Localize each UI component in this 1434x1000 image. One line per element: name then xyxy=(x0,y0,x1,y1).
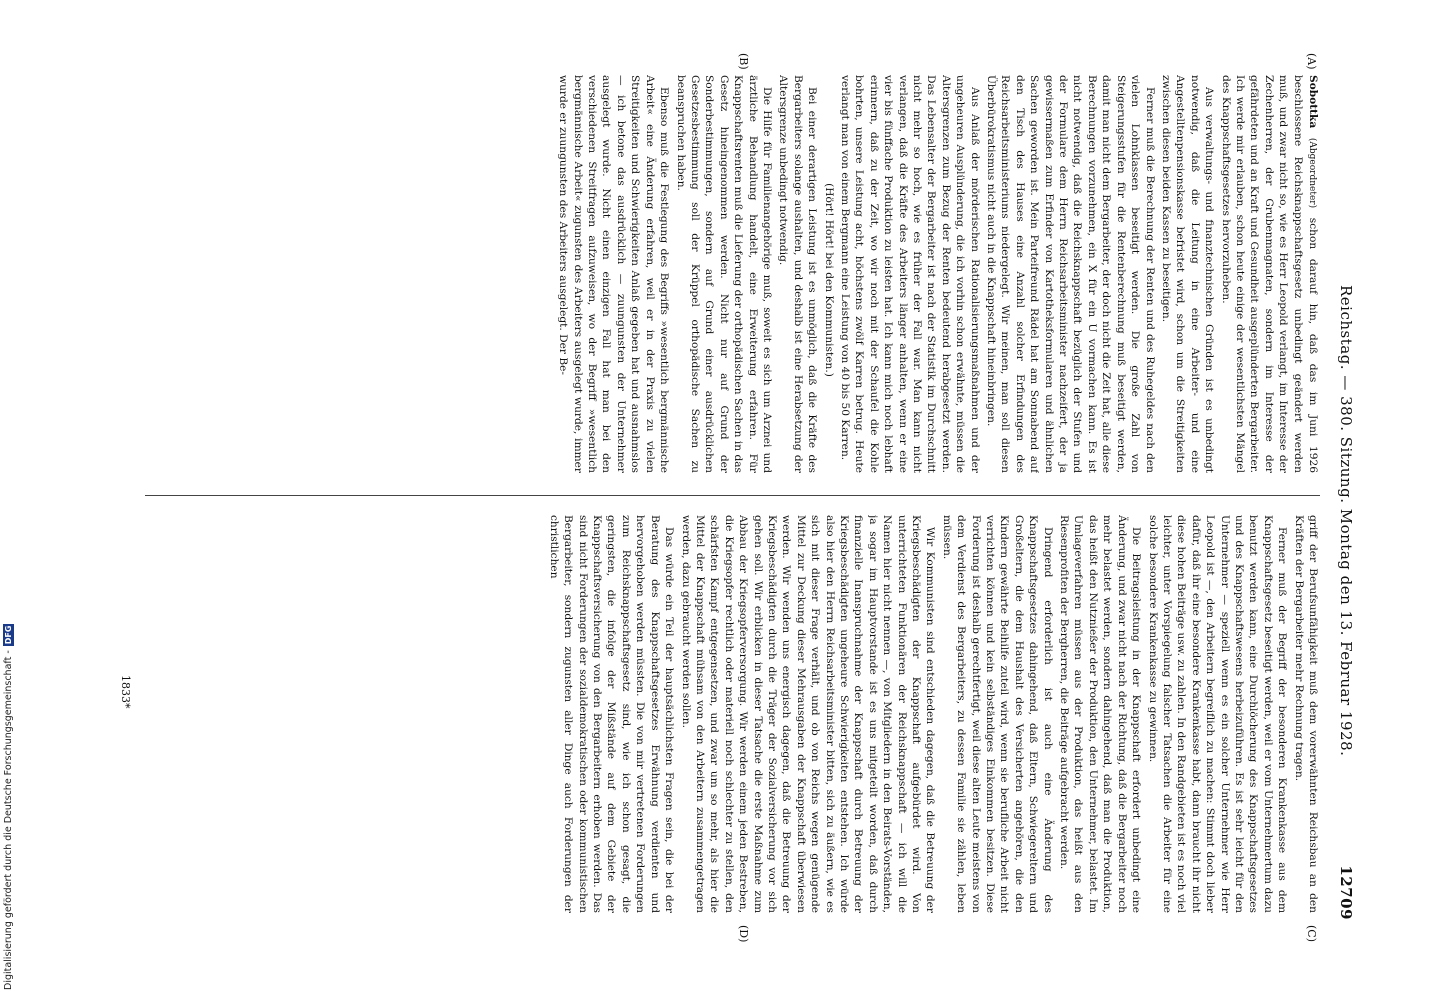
interjection: (Hört! Hört! bei den Kommunisten.) xyxy=(822,183,835,377)
paragraph: griff der Berufsunfähigkeit muß dem vorerwähnten Reichsbau an den Kräften der Bergarbeiter mehr Rechnung tragen. xyxy=(1292,515,1319,913)
document-page xyxy=(109,53,1360,943)
paragraph-text: schon darauf hin, daß das im Juni 1926 beschlossene Reichsknappschaftsgesetz unbedingt geändert werden muß, und zwar nicht so, wie es Herr Leopold verlangt, im Interesse der Zechenherren, der Grubenmagnaten, sondern im Interesse der gefährdeten und an Kraft und Gesundheit ausgeplünderten Bergarbeiter. Ich werde mir erlauben, schon heute einige der wesentlichsten Mängel des Knappschaftsgesetzes hervorzuheben. xyxy=(1219,75,1319,473)
paragraph: Ferner muß der Begriff der besonderen Krankenkasse aus dem Knappschaftsgesetz beseitigt werden, weil er vom Unternehmertum dazu benutzt werden kann, eine Durchlöcherung des Knappschaftsgesetzes und des Knappschaftswesens herbeizuführen. Es ist sehr leicht für den Unternehmer — speziell wenn es ein solcher Unternehmer wie Herr Leopold ist —, den Arbeitern begreiflich zu machen: Stimmt doch lieber dafür, daß ihr eine besondere Krankenkasse habt, dann braucht ihr nicht diese hohen Beiträge usw. zu zahlen. In den Randgebieten ist es noch viel leichter, unter Vorspiegelung falscher Tatsachen die Arbeiter für eine solche besondere Krankenkasse zu gewinnen. xyxy=(1146,515,1289,913)
left-column xyxy=(145,75,1320,473)
paragraph: Dringend erforderlich ist auch eine Änderung des Knappschaftsgesetzes dahingehend, daß Eltern, Schwiegereltern und Großeltern, die dem Haushalt des Versicherten angehören, die den Kindern gewährte Beihilfe zuteil wird, wenn sie berufliche Arbeit nicht verrichten können und kein selbständiges Einkommen besitzen. Diese Forderung ist deshalb gerechtfertigt, weil diese alten Leute meistens von dem Verdienst des Bergarbeiters, zu dessen Familie sie zählen, leben müssen. xyxy=(940,515,1054,913)
paragraph: Aus verwaltungs- und finanztechnischen Gründen ist es unbedingt notwendig, daß die Leitung in eine Arbeiter- und eine Angestelltenpensionskasse befristet wird, schon um die Streitigkeiten zwischen diesen beiden Kassen zu beseitigen. xyxy=(1159,75,1216,473)
paragraph: Ferner muß die Berechnung der Renten und des Ruhegeldes nach den vielen Lohnklassen beseitigt werden. Die große Zahl von Steigerungsstufen für die Rentenberechnung muß beseitigt werden, damit man nicht dem Bergarbeiter, der doch nicht die Zeit hat, alle diese Berechnungen vorzunehmen, ein X für ein U vormachen kann. Es ist nicht notwendig, daß die Reichsknappschaft bezüglich der Stufen und der Formulare dem Herrn Reichsarbeitsminister nachzeifert, der ja gewissermaßen zum Erfinder von Kartotheksformularen und ähnlichen Sachen geworden ist. Mein Parteifreund Rädel hat am Sonnabend auf den Tisch des Hauses eine Anzahl solcher Erfindungen des Reichsarbeitsministeriums niedergelegt. Wir meinen, man soll diesen Überbürokratismus nicht auch in die Knappschaft hineinbringen. xyxy=(985,75,1156,473)
page-number: 12709 xyxy=(1337,865,1355,920)
dfg-imprint xyxy=(2,0,14,990)
running-header xyxy=(1332,75,1360,920)
margin-marker-c: (C) xyxy=(1305,925,1318,942)
dfg-logo-icon: DFG xyxy=(3,625,13,645)
paragraph: Ebenso muß die Festlegung des Begriffs »wesentlich bergmännische Arbeit« eine Änderung erfahren, weil er in der Praxis zu vielen Streitigkeiten und Schwierigkeiten Anlaß gegeben hat und ausnahmslos — ich betone das ausdrücklich — zuungunsten der Unternehmer ausgelegt wurde. Nicht einen einzigen Fall hat man bei den verschiedenen Streitfragen aufzuweisen, wo der Begriff »wesentlich bergmännische Arbeit« zugunsten des Arbeiters ausgelegt wurde, immer wurde er zuungunsten des Arbeiters ausgelegt. Der Be- xyxy=(557,75,671,473)
paragraph xyxy=(1218,75,1320,473)
speaker-role: (Abgeordneter) xyxy=(1307,137,1317,209)
margin-marker-a: (A) xyxy=(1305,53,1318,70)
paragraph: Das würde ein Teil der hauptsächlichsten Fragen sein, die bei der Beratung des Knappschaftsgesetzes Erwähnung verdienten und hervorgehoben werden müssten. Die von mir vertretenen Forderungen zum Reichsknappschaftsgesetz sind, wie ich schon gesagt, die geringsten, die infolge der Mißstände auf dem Gebiete der Knappschaftsversicherung von den Bergarbeitern erhoben werden. Das sind nicht Forderungen der sozialdemokratischen oder kommunistischen Bergarbeiter, sondern zugunsten aller Dinge auch Forderungen der christlichen xyxy=(547,515,676,913)
margin-marker-d: (D) xyxy=(737,925,750,943)
paragraph: Die Beitragsleistung in der Knappschaft erfordert unbedingt eine Änderung, und zwar nicht nach der Richtung, daß die Bergarbeiter noch mehr belastet werden, sondern dahingehend, daß man die Produktion, das heißt den Nutznießer der Produktion, den Unternehmer, belastet. Im Umlageverfahren müssen aus der Produktion, das heißt aus den Riesenprofiten der Bergherren, die Beiträge aufgebracht werden. xyxy=(1058,515,1143,913)
paragraph: Wir Kommunisten sind entschieden dagegen, daß die Betreuung der Kriegsbeschädigten der Knappschaft aufgebürdet wird. Von unterrichteten Funktionären der Reichsknappschaft — ich will die Namen hier nicht nennen —, von Mitgliedern in den Beirats-Vorständen, ja sogar im Hauptvorstande ist es uns mitgeteilt worden, daß durch finanzielle Inanspruchnahme der Knappschaft durch Betreuung der Kriegsbeschädigten ungeheure Schwierigkeiten entstehen. Ich würde also hier den Herrn Reichsarbeitsminister bitten, sich zu äußern, wie es sich mit dieser Frage verhält, und ob von Reichs wegen genügende Mittel zur Deckung dieser Mehrausgaben der Knappschaft überwiesen werden. Wir wenden uns energisch dagegen, daß die Betreuung der Kriegsbeschädigten durch die Träger der Sozialversicherung vor sich gehen soll. Wir erblicken in dieser Tatsache die erste Maßnahme zum Abbau der Kriegsopferversorgung. Wir werden einem jeden Bestreben, die Kriegsopfer rechtlich oder materiell noch schlechter zu stellen, den schärfsten Kampf entgegensetzen, und zwar um so mehr, als hier die Mittel der Knappschaft mühsam von den Arbeitern zusammengetragen werden, dazu gebraucht werden sollen. xyxy=(679,515,937,913)
paragraph: Bei einer derartigen Leistung ist es unmöglich, daß die Kräfte des Bergarbeiters solange aushalten, und deshalb ist eine Herabsetzung der Altersgrenze unbedingt notwendig. xyxy=(777,75,819,473)
right-column xyxy=(145,515,1320,913)
column-divider xyxy=(145,495,1320,496)
imprint-text: Digitalisierung gefördert durch die Deutsche Forschungsgemeinschaft - xyxy=(2,650,14,990)
margin-marker-b: (B) xyxy=(737,53,750,70)
paragraph: Aus Anlaß der mörderischen Rationalisierungsmaßnahmen und der ungeheuren Ausplünderung, die ich vorhin schon erwähnte, müssen die Altersgrenzen zum Bezug der Renten bedeutend herabgesetzt werden. Das Lebensalter der Bergarbeiter ist nach der Statistik im Durchschnitt nicht mehr so hoch, wie es früher der Fall war. Man kann nicht verlangen, daß die Kräfte des Arbeiters länger anhalten, wenn er eine vier bis fünffache Produktion zu leisten hat. Ich kann mich noch lebhaft erinnern, daß zu der Zeit, wo wir noch mit der Schaufel die Kohle bohrten, unsere Leistung acht, höchstens zwölf Karren betrug. Heute verlangt man von einem Bergmann eine Leistung von 40 bis 50 Karren. xyxy=(839,75,981,473)
page-title: Reichstag. — 380. Sitzung. Montag den 13. Februar 1928. xyxy=(1337,285,1355,757)
paragraph: Die Hilfe für Familienangehörige muß, soweit es sich um Arznei und ärztliche Behandlung handelt, eine Erweiterung erfahren. Für Knappschaftsrenten muß die Lieferung der orthopädischen Sachen in das Gesetz hineingenommen werden. Nicht nur auf Grund der Sonderbestimmungen, sondern auf Grund einer ausdrücklichen Gesetzesbestimmung soll der Krüppel orthopädische Sachen zu beanspruchen haben. xyxy=(674,75,773,473)
signature-mark: 1833* xyxy=(119,675,132,709)
speaker-name: Sobottka xyxy=(1307,75,1319,129)
